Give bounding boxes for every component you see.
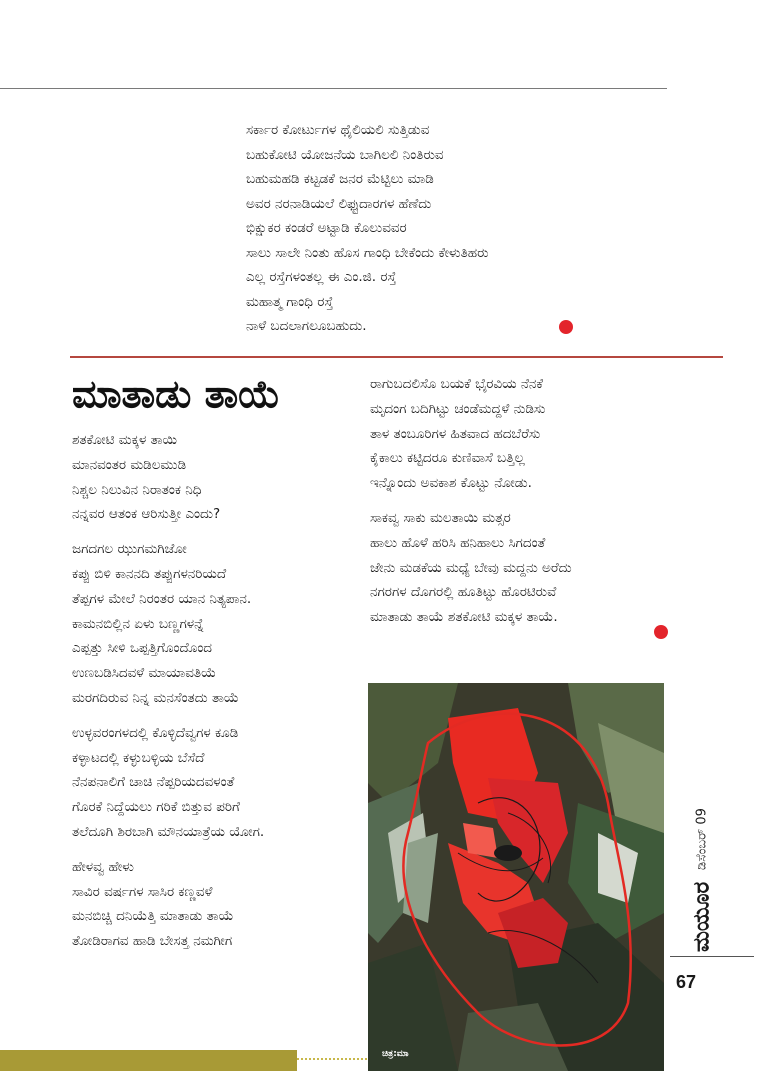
poem-line: ಮರಗದಿರುವ ನಿನ್ನ ಮನಸೆಂತದು ತಾಯೆ [72, 689, 239, 706]
poem-line: ಹಾಲು ಹೊಳೆ ಹರಿಸಿ ಹನಿಹಾಲು ಸಿಗದಂತೆ [370, 534, 546, 551]
poem-line: ತಲೆದೂಗಿ ಶಿರಬಾಗಿ ಮೌನಯಾತ್ರೆಯ ಯೋಗ. [72, 823, 265, 840]
poem-right-column [370, 372, 572, 640]
poem-line: ಭಿಕ್ಷುಕರ ಕಂಡರೆ ಅಟ್ಟಾಡಿ ಕೊಲುವವರ [246, 220, 407, 236]
footer-bar [0, 1050, 297, 1071]
footer-dotted-line [297, 1058, 367, 1060]
poem-line: ಎಲ್ಲ ರಸ್ತೆಗಳಂತಲ್ಲ ಈ ಎಂ.ಜಿ. ರಸ್ತೆ [246, 269, 397, 285]
poem-line: ನಾಳೆ ಬದಲಾಗಲೂಬಹುದು. [246, 318, 367, 334]
poem-line: ಎಪ್ಪತ್ತು ಸೀಳಿ ಒಪ್ಪತ್ತಿಗೊಂದೊಂದ [72, 640, 213, 657]
poem-line: ನೆನಪನಾಲಿಗೆ ಚಾಚಿ ನೆಪ್ಪರಿಯದವಳಂತೆ [72, 774, 235, 791]
poem-line: ಸಾಕವ್ವ ಸಾಕು ಮಲತಾಯಿ ಮತ್ಸರ [370, 509, 511, 526]
poem-line: ಶತಕೋಟಿ ಮಕ್ಕಳ ತಾಯಿ [72, 432, 178, 448]
poem-line: ಕಾಮನಬಿಲ್ಲಿನ ಏಳು ಬಣ್ಣಗಳನ್ನೆ [72, 615, 204, 632]
poem-line: ಮಾನವಂತರ ಮಡಿಲಮುಡಿ [72, 456, 187, 473]
poem-line: ಕಳ್ಳಾಟದಲ್ಲಿ ಕಳ್ಳುಬಳ್ಳಿಯ ಬೆಸೆದೆ [72, 749, 205, 766]
poem-line: ಉಣಬಡಿಸಿದವಳೆ ಮಾಯಾವತಿಯೆ [72, 665, 217, 682]
stanza [370, 372, 572, 496]
illustration [368, 683, 664, 1071]
poem-line: ಗೊರಕೆ ನಿದ್ದೆಯಲು ಗರಿಕೆ ಬಿತ್ತುವ ಪರಿಗೆ [72, 799, 240, 816]
poem-line: ಉಳ್ಳವರಂಗಳದಲ್ಲಿ ಕೊಳ್ಳಿದೆವ್ವಗಳ ಕೂಡಿ [72, 724, 239, 741]
page-number: 67 [676, 972, 697, 992]
poem-line: ಬಹುಮಹಡಿ ಕಟ್ಟಡಕೆ ಜನರ ಮೆಟ್ಟಿಲು ಮಾಡಿ [246, 171, 434, 187]
poem-line: ಜೇನು ಮಡಕೆಯ ಮಧ್ಯೆ ಬೇವು ಮದ್ದನು ಅರೆದು [370, 559, 572, 576]
poem-line: ಅವರ ನರನಾಡಿಯಲೆ ಲಿಫ್ಟುದಾರಗಳ ಹೆಣೆದು [246, 195, 432, 212]
poem-line: ಕಪ್ಪು ಬಿಳಿ ಕಾನನದಿ ತಪ್ಪುಗಳನರಿಯದೆ [72, 565, 227, 582]
illustration-credit: ಚಿತ್ರ:ಮಾ [382, 1049, 409, 1059]
poem-line: ಸಾವಿರ ವರ್ಷಗಳ ಸಾಸಿರ ಕಣ್ಣವಳೆ [72, 883, 213, 900]
stanza [72, 428, 264, 527]
poem-line: ಮಾತಾಡು ತಾಯೆ ಶತಕೋಟಿ ಮಕ್ಕಳ ತಾಯೆ. [370, 609, 558, 626]
poem-line: ನನ್ನವರ ಆತಂಕ ಆರಿಸುತ್ತೀ ಎಂದು? [72, 506, 221, 523]
poem-line: ಮೃದಂಗ ಬದಿಗಿಟ್ಟು ಚಂಡೆಮದ್ದಳೆ ನುಡಿಸು [370, 400, 546, 417]
poem-line: ಹೇಳವ್ವ ಹೇಳು [72, 858, 134, 875]
page-number-rule [670, 956, 754, 957]
stanza [72, 855, 264, 954]
poem-line: ಬಹುಕೋಟಿ ಯೋಜನೆಯ ಬಾಗಿಲಲಿ ನಿಂತಿರುವ [246, 146, 444, 163]
stanza [72, 721, 264, 845]
poem-line: ತೋಡಿರಾಗವ ಹಾಡಿ ಬೇಸತ್ತ ನಮಗೀಗ [72, 933, 233, 950]
end-mark-dot [654, 625, 668, 639]
poem-line: ತೆಪ್ಪಗಳ ಮೇಲೆ ನಿರಂತರ ಯಾನ ನಿತ್ಯಪಾನ. [72, 590, 252, 607]
poem-line: ಮನಬಿಚ್ಚಿ ದನಿಯೆತ್ತಿ ಮಾತಾಡು ತಾಯೆ [72, 908, 234, 925]
poem-line: ಸರ್ಕಾರ ಕೋರ್ಟುಗಳ ಥೈಲಿಯಲಿ ಸುತ್ತಿಡುವ [246, 122, 430, 138]
poem-line: ಮಹಾತ್ಮ ಗಾಂಧಿ ರಸ್ತೆ [246, 293, 334, 310]
magazine-name: ಮಯೂರ [689, 881, 715, 952]
issue-date: ಡಿಸೆಂಬರ್ 09 [694, 807, 710, 870]
stanza [370, 506, 572, 630]
end-mark-dot [559, 320, 573, 334]
poem-line: ಇನ್ನೊಂದು ಅವಕಾಶ ಕೊಟ್ಟು ನೋಡು. [370, 475, 532, 492]
poem-line: ಕೈಕಾಲು ಕಟ್ಟಿದರೂ ಕುಣಿವಾಸೆ ಬತ್ತಿಲ್ಲ [370, 450, 525, 467]
poem-line: ನಿಶ್ಚಲ ನಿಲುವಿನ ನಿರಾತಂಕ ನಿಧಿ [72, 481, 202, 498]
top-rule [0, 88, 667, 89]
abstract-figure-art [368, 683, 664, 1071]
poem-title: ಮಾತಾಡು ತಾಯೆ [72, 372, 281, 416]
poem-left-column [72, 428, 264, 964]
poem-line: ನಗರಗಳ ದೊಗರಲ್ಲಿ ಹೂತಿಟ್ಟು ಹೊರಟಿರುವೆ [370, 584, 557, 601]
stanza [72, 537, 264, 711]
poem-line: ರಾಗುಬದಲಿಸೊ ಬಯಕೆ ಭೈರವಿಯ ನೆನಕೆ [370, 376, 544, 392]
top-poem [246, 118, 489, 339]
poem-line: ಸಾಲು ಸಾಲೇ ನಿಂತು ಹೊಸ ಗಾಂಧಿ ಬೇಕೆಂದು ಕೇಳುತಿಹರು [246, 244, 489, 261]
poem-line: ಜಗದಗಲ ಝುಗಮಗಿಜೋ [72, 541, 187, 558]
magazine-sidebar [690, 776, 714, 952]
poem-line: ತಾಳ ತಂಬೂರಿಗಳ ಹಿತವಾದ ಹದಬೆರೆಸು [370, 425, 541, 442]
section-rule [70, 356, 723, 358]
